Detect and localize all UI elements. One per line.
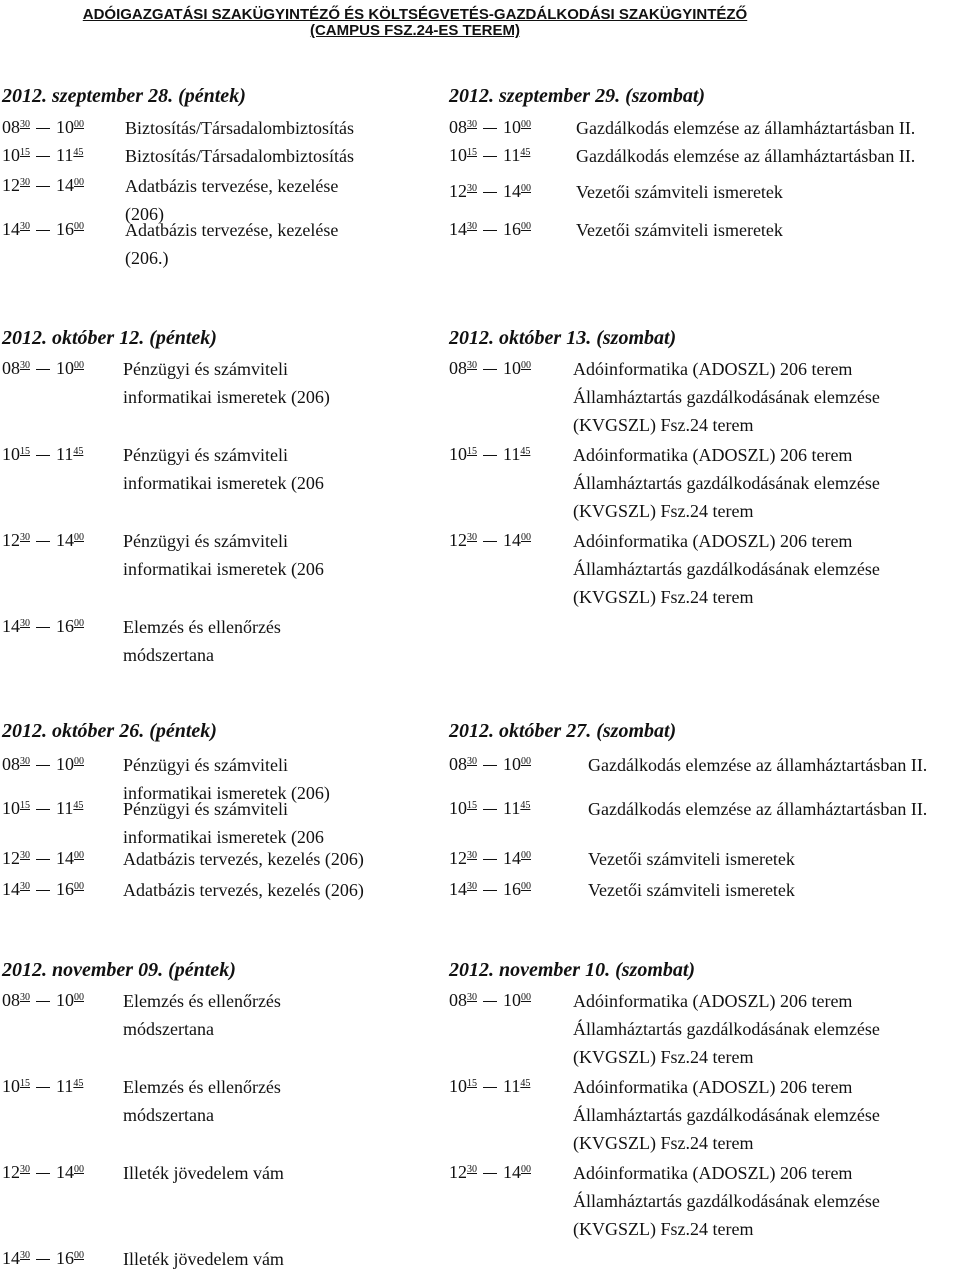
end-hour: 10	[56, 358, 74, 378]
time-range	[449, 178, 531, 204]
time-dash	[483, 541, 497, 542]
end-minute: 00	[74, 360, 84, 371]
time-dash	[483, 859, 497, 860]
start-minute: 30	[467, 183, 477, 194]
start-hour: 10	[2, 145, 20, 165]
time-dash	[36, 859, 50, 860]
start-hour: 14	[2, 879, 20, 899]
course-line: (KVGSZL) Fsz.24 terem	[573, 1133, 754, 1153]
time-dash	[483, 156, 497, 157]
start-hour: 14	[449, 219, 467, 239]
course-line: (KVGSZL) Fsz.24 terem	[573, 415, 754, 435]
time-dash	[36, 627, 50, 628]
end-hour: 14	[503, 848, 521, 868]
time-dash	[36, 809, 50, 810]
day-heading: 2012. szeptember 28. (péntek)	[2, 85, 246, 107]
time-dash	[36, 1173, 50, 1174]
course-line: módszertana	[123, 1105, 214, 1125]
end-minute: 00	[74, 756, 84, 767]
start-minute: 15	[20, 800, 30, 811]
end-minute: 45	[73, 147, 84, 158]
time-dash	[36, 156, 50, 157]
start-minute: 30	[20, 881, 30, 892]
start-minute: 30	[467, 992, 477, 1003]
course-line: módszertana	[123, 645, 214, 665]
time-dash	[36, 541, 50, 542]
time-dash	[483, 1173, 497, 1174]
end-hour: 14	[56, 848, 74, 868]
time-dash	[36, 369, 50, 370]
end-hour: 16	[56, 879, 74, 899]
time-dash	[36, 186, 50, 187]
end-hour: 10	[503, 754, 521, 774]
course-line: Gazdálkodás elemzése az államháztartásban II.	[576, 118, 916, 138]
day-heading: 2012. október 26. (péntek)	[2, 720, 217, 742]
end-minute: 00	[74, 618, 84, 629]
start-minute: 30	[467, 1164, 477, 1175]
start-hour: 08	[2, 754, 20, 774]
time-dash	[36, 455, 50, 456]
start-minute: 15	[467, 147, 477, 158]
start-hour: 08	[2, 117, 20, 137]
course-line: (KVGSZL) Fsz.24 terem	[573, 1219, 754, 1239]
course-name	[125, 216, 338, 272]
start-minute: 30	[20, 532, 30, 543]
end-hour: 10	[56, 117, 74, 137]
end-minute: 00	[74, 1164, 84, 1175]
time-range	[449, 441, 530, 467]
time-range	[2, 441, 83, 467]
end-minute: 00	[74, 992, 84, 1003]
time-dash	[483, 1087, 497, 1088]
day-heading: 2012. október 27. (szombat)	[449, 720, 677, 742]
course-line: Gazdálkodás elemzése az államháztartásban II.	[588, 755, 928, 775]
end-hour: 10	[503, 117, 521, 137]
time-dash	[483, 1001, 497, 1002]
start-minute: 30	[20, 119, 30, 130]
course-line: informatikai ismeretek (206)	[123, 783, 330, 803]
start-minute: 30	[467, 532, 477, 543]
course-name	[576, 114, 915, 142]
course-line: Pénzügyi és számviteli	[123, 799, 288, 819]
end-minute: 00	[74, 881, 84, 892]
document-subtitle: (CAMPUS FSZ.24-ES TEREM)	[309, 22, 520, 39]
start-hour: 14	[2, 1248, 20, 1268]
time-dash	[483, 890, 497, 891]
course-name	[123, 795, 324, 851]
end-minute: 00	[74, 1250, 84, 1261]
start-minute: 30	[20, 221, 30, 232]
time-range	[2, 987, 84, 1013]
start-minute: 15	[467, 800, 477, 811]
course-line: (206)	[125, 204, 164, 224]
course-line: Illeték jövedelem vám	[123, 1249, 284, 1269]
time-dash	[483, 369, 497, 370]
time-range	[449, 527, 531, 553]
end-hour: 11	[56, 444, 74, 464]
end-minute: 45	[73, 446, 84, 457]
time-range	[449, 1159, 531, 1185]
end-minute: 00	[521, 881, 531, 892]
start-minute: 30	[20, 756, 30, 767]
course-name	[573, 1073, 880, 1157]
course-line: Gazdálkodás elemzése az államháztartásban II.	[588, 799, 928, 819]
course-line: Elemzés és ellenőrzés	[123, 617, 281, 637]
time-range	[449, 114, 531, 140]
start-minute: 15	[20, 446, 30, 457]
end-hour: 16	[56, 616, 74, 636]
time-range	[449, 1073, 530, 1099]
course-name	[588, 795, 927, 823]
course-name	[573, 1159, 880, 1243]
time-range	[2, 795, 83, 821]
start-minute: 30	[467, 360, 477, 371]
course-line: módszertana	[123, 1019, 214, 1039]
end-hour: 10	[56, 990, 74, 1010]
course-line: (KVGSZL) Fsz.24 terem	[573, 501, 754, 521]
course-name	[125, 142, 354, 170]
end-hour: 11	[56, 1076, 74, 1096]
start-hour: 10	[449, 798, 467, 818]
start-hour: 10	[2, 444, 20, 464]
time-dash	[483, 128, 497, 129]
start-hour: 10	[2, 1076, 20, 1096]
course-name	[588, 751, 927, 779]
time-range	[2, 142, 83, 168]
course-name	[123, 1245, 284, 1273]
end-minute: 00	[521, 756, 531, 767]
course-line: (KVGSZL) Fsz.24 terem	[573, 1047, 754, 1067]
start-hour: 12	[2, 848, 20, 868]
course-line: Államháztartás gazdálkodásának elemzése	[573, 559, 880, 579]
end-hour: 14	[503, 1162, 521, 1182]
end-hour: 11	[56, 798, 74, 818]
end-minute: 45	[520, 1078, 531, 1089]
course-line: Vezetői számviteli ismeretek	[588, 880, 795, 900]
course-line: Vezetői számviteli ismeretek	[576, 220, 783, 240]
course-name	[123, 355, 330, 411]
start-minute: 30	[467, 756, 477, 767]
course-line: Adóinformatika (ADOSZL) 206 terem	[573, 991, 853, 1011]
course-line: Illeték jövedelem vám	[123, 1163, 284, 1183]
time-dash	[483, 230, 497, 231]
end-minute: 45	[73, 1078, 84, 1089]
course-line: (206.)	[125, 248, 169, 268]
start-hour: 12	[449, 530, 467, 550]
day-heading: 2012. november 10. (szombat)	[449, 959, 696, 981]
course-line: Vezetői számviteli ismeretek	[576, 182, 783, 202]
course-line: Adatbázis tervezése, kezelése	[125, 220, 339, 240]
time-range	[2, 216, 84, 242]
time-dash	[36, 1001, 50, 1002]
time-dash	[483, 455, 497, 456]
time-range	[2, 876, 84, 902]
course-line: Államháztartás gazdálkodásának elemzése	[573, 387, 880, 407]
end-hour: 16	[56, 1248, 74, 1268]
start-hour: 12	[449, 848, 467, 868]
end-hour: 11	[56, 145, 74, 165]
end-minute: 00	[521, 850, 531, 861]
start-minute: 15	[467, 446, 477, 457]
course-line: Pénzügyi és számviteli	[123, 359, 288, 379]
start-minute: 30	[467, 119, 477, 130]
start-minute: 30	[467, 221, 477, 232]
end-minute: 00	[74, 177, 84, 188]
start-hour: 10	[449, 444, 467, 464]
course-line: Pénzügyi és számviteli	[123, 755, 288, 775]
time-dash	[36, 230, 50, 231]
time-range	[2, 114, 84, 140]
time-dash	[483, 765, 497, 766]
end-hour: 10	[503, 358, 521, 378]
start-hour: 12	[2, 175, 20, 195]
start-hour: 14	[2, 616, 20, 636]
course-line: Államháztartás gazdálkodásának elemzése	[573, 473, 880, 493]
end-minute: 00	[521, 992, 531, 1003]
start-hour: 14	[449, 879, 467, 899]
end-hour: 16	[503, 219, 521, 239]
start-minute: 30	[20, 992, 30, 1003]
course-line: Adóinformatika (ADOSZL) 206 terem	[573, 1077, 853, 1097]
course-line: Biztosítás/Társadalombiztosítás	[125, 118, 354, 138]
time-range	[449, 216, 531, 242]
course-name	[123, 527, 324, 583]
course-name	[123, 1159, 284, 1187]
course-line: Vezetői számviteli ismeretek	[588, 849, 795, 869]
course-name	[125, 114, 354, 142]
end-minute: 00	[521, 221, 531, 232]
course-name	[123, 845, 364, 873]
end-minute: 00	[74, 532, 84, 543]
end-hour: 11	[503, 444, 521, 464]
time-range	[449, 355, 531, 381]
time-range	[449, 987, 531, 1013]
course-name	[123, 613, 281, 669]
start-hour: 14	[2, 219, 20, 239]
end-minute: 45	[520, 147, 531, 158]
time-range	[449, 845, 531, 871]
course-name	[123, 441, 324, 497]
time-dash	[36, 128, 50, 129]
start-minute: 30	[20, 618, 30, 629]
time-range	[2, 613, 84, 639]
day-heading: 2012. október 13. (szombat)	[449, 327, 677, 349]
course-line: Adatbázis tervezés, kezelés (206)	[123, 880, 364, 900]
time-range	[2, 1073, 83, 1099]
end-hour: 10	[503, 990, 521, 1010]
document-title: ADÓIGAZGATÁSI SZAKÜGYINTÉZŐ ÉS KÖLTSÉGVETÉS-GAZDÁLKODÁSI SZAKÜGYINTÉZŐ	[82, 6, 748, 23]
course-line: Biztosítás/Társadalombiztosítás	[125, 146, 354, 166]
end-hour: 14	[503, 181, 521, 201]
course-name	[573, 355, 880, 439]
course-name	[576, 216, 783, 244]
course-name	[576, 142, 915, 170]
end-hour: 16	[56, 219, 74, 239]
time-dash	[36, 1259, 50, 1260]
end-hour: 14	[56, 530, 74, 550]
time-range	[2, 1159, 84, 1185]
time-range	[2, 527, 84, 553]
start-hour: 12	[449, 181, 467, 201]
end-minute: 00	[74, 119, 84, 130]
start-minute: 30	[20, 1164, 30, 1175]
start-hour: 10	[449, 145, 467, 165]
end-minute: 00	[521, 183, 531, 194]
start-minute: 30	[467, 881, 477, 892]
course-line: Elemzés és ellenőrzés	[123, 991, 281, 1011]
end-hour: 10	[56, 754, 74, 774]
course-line: Államháztartás gazdálkodásának elemzése	[573, 1019, 880, 1039]
course-line: (KVGSZL) Fsz.24 terem	[573, 587, 754, 607]
course-name	[123, 987, 281, 1043]
start-hour: 08	[449, 358, 467, 378]
course-line: Adóinformatika (ADOSZL) 206 terem	[573, 359, 853, 379]
end-hour: 14	[56, 1162, 74, 1182]
time-dash	[483, 809, 497, 810]
course-name	[573, 527, 880, 611]
start-minute: 15	[20, 147, 30, 158]
course-line: informatikai ismeretek (206	[123, 827, 324, 847]
course-name	[576, 178, 783, 206]
course-line: informatikai ismeretek (206	[123, 473, 324, 493]
day-heading: 2012. szeptember 29. (szombat)	[449, 85, 706, 107]
course-name	[588, 845, 795, 873]
course-line: Gazdálkodás elemzése az államháztartásban II.	[576, 146, 916, 166]
start-hour: 08	[449, 754, 467, 774]
course-line: Pénzügyi és számviteli	[123, 531, 288, 551]
start-minute: 30	[467, 850, 477, 861]
start-hour: 08	[449, 117, 467, 137]
course-line: informatikai ismeretek (206	[123, 559, 324, 579]
end-minute: 45	[520, 446, 531, 457]
start-minute: 15	[20, 1078, 30, 1089]
course-line: Adatbázis tervezése, kezelése	[125, 176, 339, 196]
day-heading: 2012. október 12. (péntek)	[2, 327, 217, 349]
time-range	[449, 751, 531, 777]
end-minute: 45	[73, 800, 84, 811]
course-line: Elemzés és ellenőrzés	[123, 1077, 281, 1097]
time-dash	[36, 890, 50, 891]
start-hour: 10	[2, 798, 20, 818]
start-hour: 12	[2, 530, 20, 550]
time-range	[2, 172, 84, 198]
start-hour: 12	[449, 1162, 467, 1182]
end-hour: 11	[503, 1076, 521, 1096]
course-name	[573, 987, 880, 1071]
end-minute: 45	[520, 800, 531, 811]
time-range	[449, 142, 530, 168]
course-line: Adóinformatika (ADOSZL) 206 terem	[573, 1163, 853, 1183]
course-name	[588, 876, 795, 904]
end-minute: 00	[521, 532, 531, 543]
start-minute: 30	[20, 1250, 30, 1261]
end-hour: 11	[503, 145, 521, 165]
time-range	[2, 1245, 84, 1271]
course-line: informatikai ismeretek (206)	[123, 387, 330, 407]
end-hour: 14	[503, 530, 521, 550]
end-minute: 00	[74, 221, 84, 232]
time-range	[449, 876, 531, 902]
start-minute: 30	[20, 360, 30, 371]
time-dash	[36, 765, 50, 766]
start-hour: 08	[2, 990, 20, 1010]
course-line: Államháztartás gazdálkodásának elemzése	[573, 1191, 880, 1211]
course-name	[573, 441, 880, 525]
time-range	[449, 795, 530, 821]
course-line: Államháztartás gazdálkodásának elemzése	[573, 1105, 880, 1125]
start-minute: 30	[20, 177, 30, 188]
end-hour: 11	[503, 798, 521, 818]
time-dash	[483, 192, 497, 193]
end-minute: 00	[521, 1164, 531, 1175]
course-line: Adóinformatika (ADOSZL) 206 terem	[573, 531, 853, 551]
end-minute: 00	[521, 119, 531, 130]
day-heading: 2012. november 09. (péntek)	[2, 959, 236, 981]
time-range	[2, 751, 84, 777]
start-minute: 15	[467, 1078, 477, 1089]
start-minute: 30	[20, 850, 30, 861]
end-hour: 16	[503, 879, 521, 899]
course-line: Adatbázis tervezés, kezelés (206)	[123, 849, 364, 869]
end-minute: 00	[521, 360, 531, 371]
end-hour: 14	[56, 175, 74, 195]
start-hour: 08	[2, 358, 20, 378]
time-dash	[36, 1087, 50, 1088]
start-hour: 10	[449, 1076, 467, 1096]
time-range	[2, 845, 84, 871]
course-name	[123, 1073, 281, 1129]
end-minute: 00	[74, 850, 84, 861]
course-line: Pénzügyi és számviteli	[123, 445, 288, 465]
time-range	[2, 355, 84, 381]
start-hour: 12	[2, 1162, 20, 1182]
course-name	[123, 876, 364, 904]
start-hour: 08	[449, 990, 467, 1010]
course-line: Adóinformatika (ADOSZL) 206 terem	[573, 445, 853, 465]
